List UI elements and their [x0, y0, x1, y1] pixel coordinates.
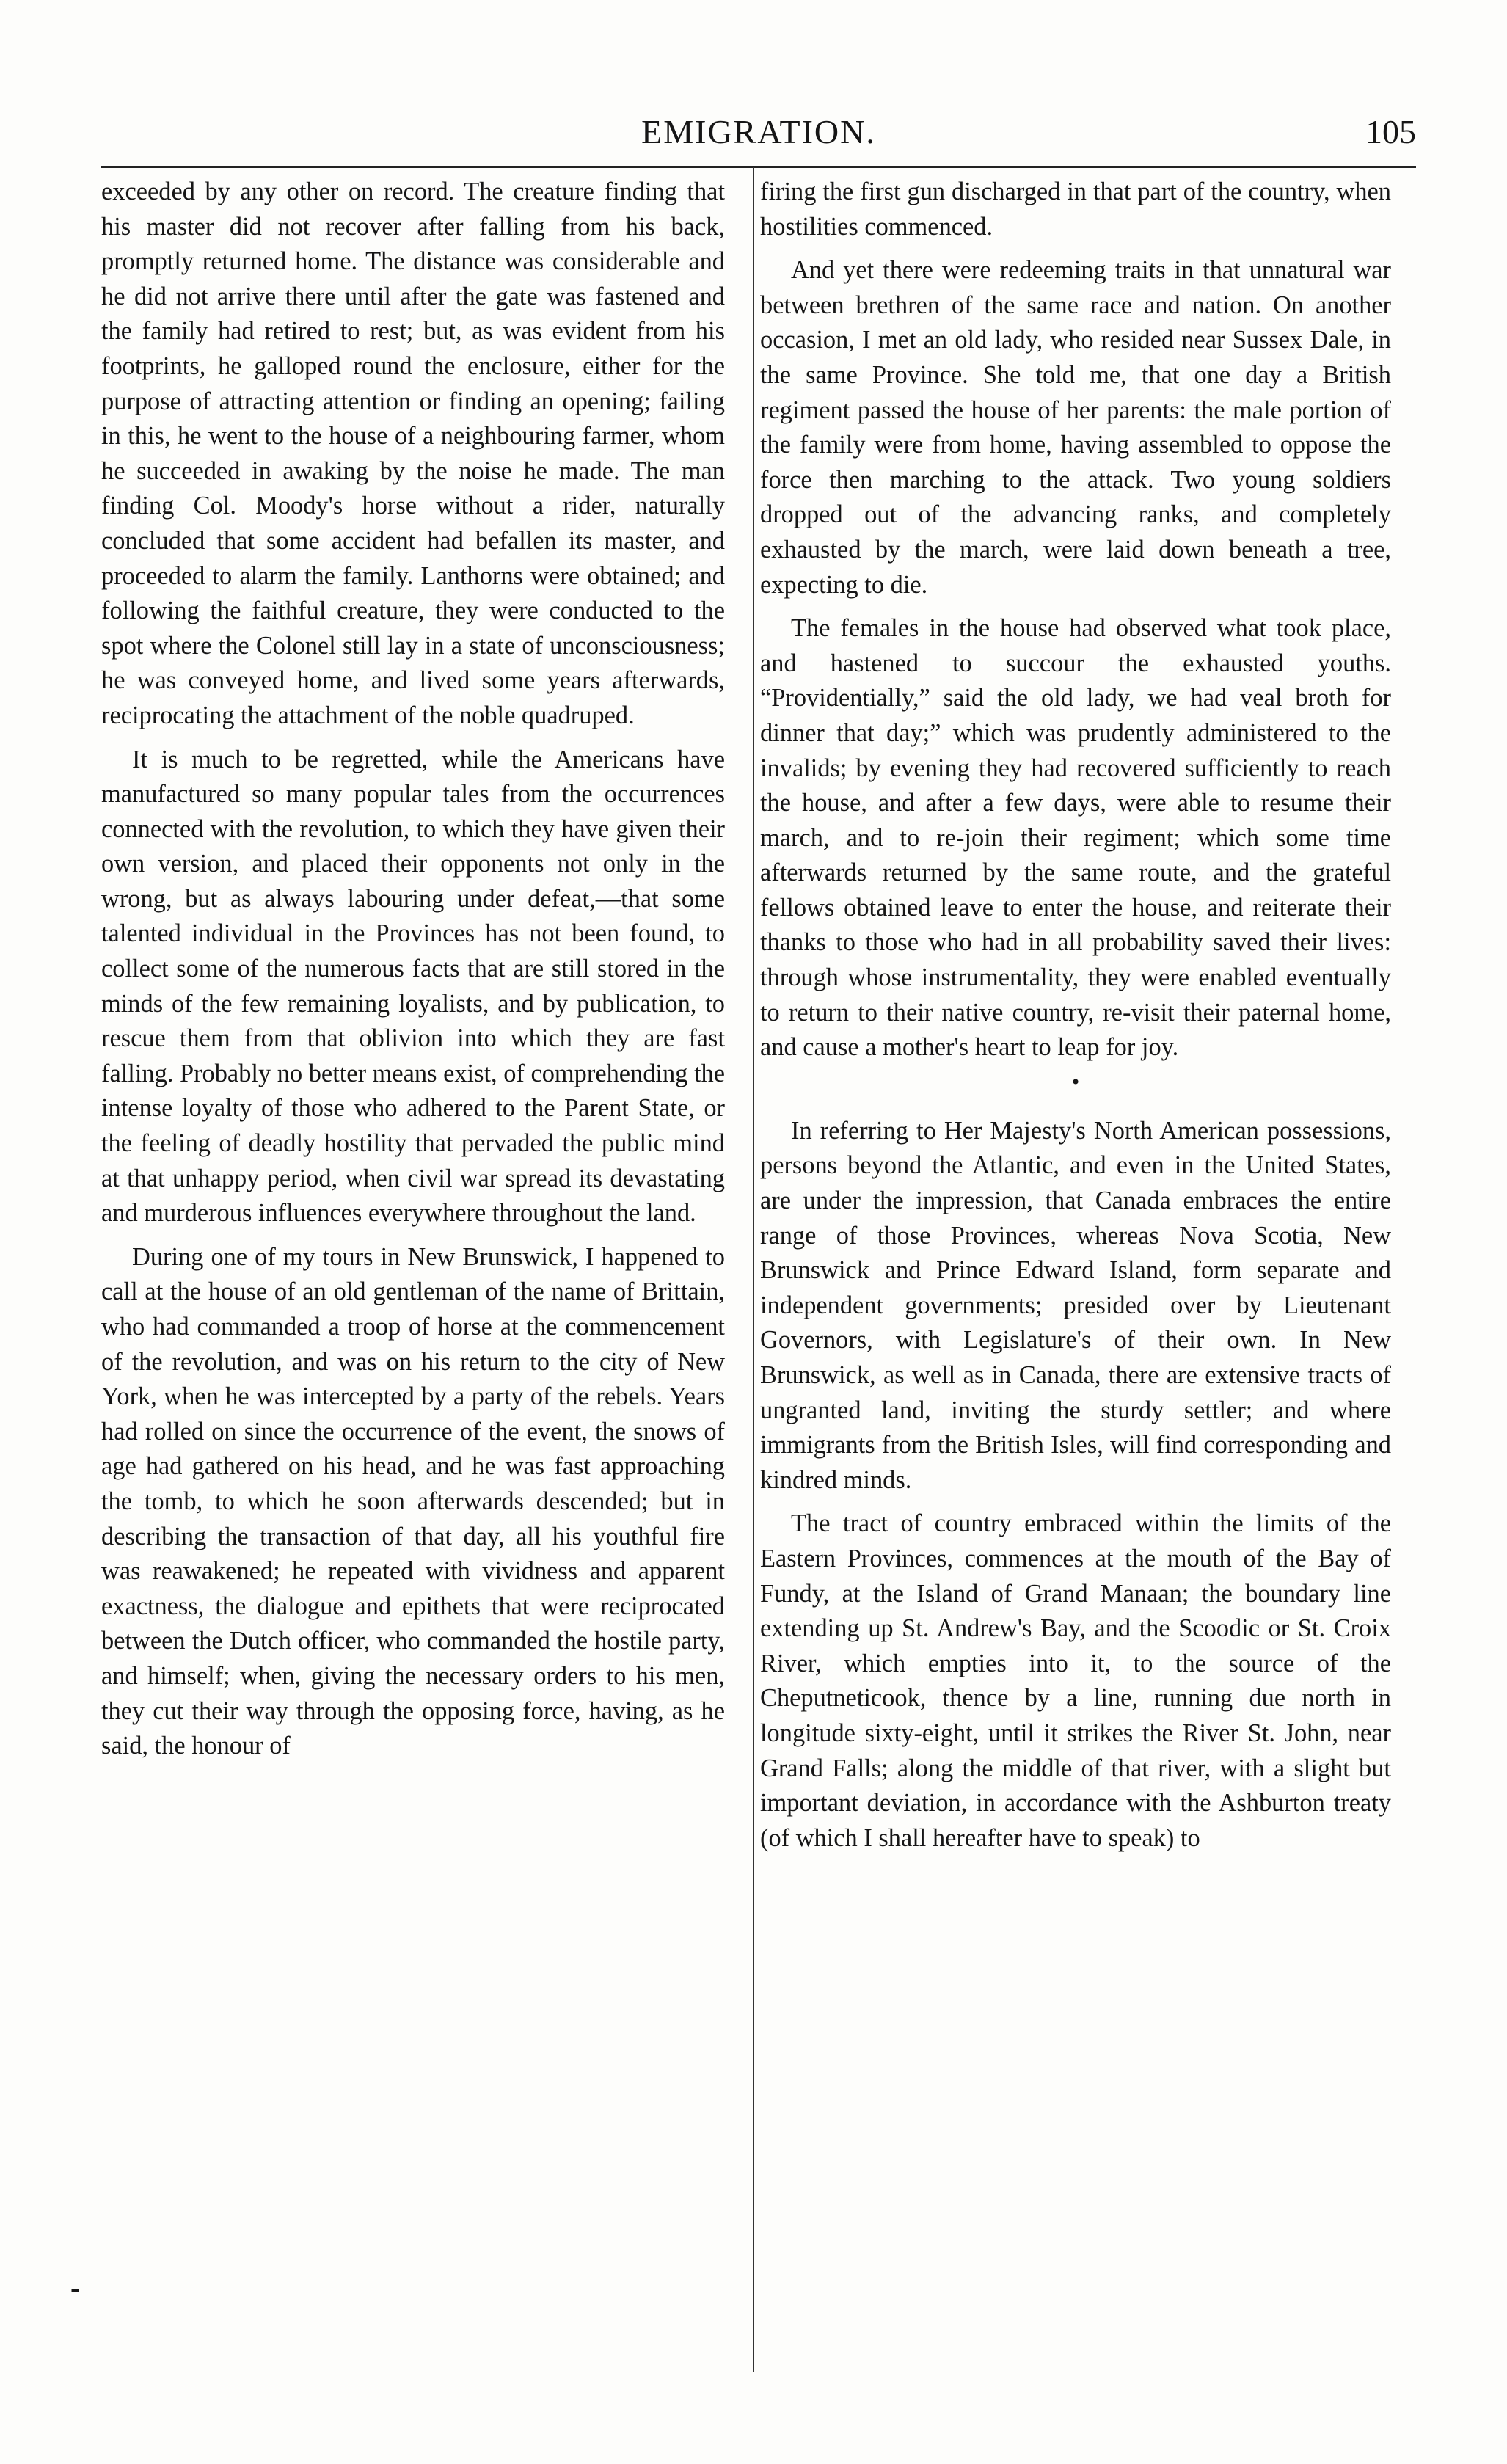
- paragraph-right-3: The females in the house had observed what took place, and hastened to succour the exhausted youths. “Providentially,” said the old lady, we had veal broth for dinner that day;” which was prudently administered to the invalids; by evening they had recovered sufficiently to reach the house, and after a few days, were able to resume their march, and to re-join their regiment; which some time afterwards returned by the same route, and the grateful fellows obtained leave to enter the house, and reiterate their thanks to those who had in all probability saved their lives: through whose instrumentality, they were enabled eventually to return to their native country, re-visit their paternal home, and cause a mother's heart to leap for joy.: [760, 614, 1391, 1062]
- paragraph-left-3: During one of my tours in New Brunswick, I happened to call at the house of an old gentleman of the name of Brittain, who had commanded a troop of horse at the commencement of the revolution, and was on his return to the city of New York, when he was intercepted by a party of the rebels. Years had rolled on since the occurrence of the event, the snows of age had gathered on his head, and he was fast approaching the tomb, to which he soon afterwards descended; but in describing the transaction of that day, all his youthful fire was reawakened; he repeated with vividness and apparent exactness, the dialogue and epithets that were reciprocated between the Dutch officer, who commanded the hostile party, and himself; when, giving the necessary orders to his men, they cut their way through the opposing force, having, as he said, the honour of: [101, 1242, 725, 1760]
- page-number: 105: [1365, 113, 1416, 150]
- paragraph-left-1: exceeded by any other on record. The creature finding that his master did not recover after falling from his back, promptly returned home. The distance was considerable and he did not arrive there until after the gate was fastened and the family had retired to rest; but, as was evident from his footprints, he galloped round the enclosure, either for the purpose of attracting attention or finding an opening; failing in this, he went to the house of a neighbouring farmer, whom he succeeded in awaking by the noise he made. The man finding Col. Moody's horse without a rider, naturally concluded that some accident had befallen its master, and proceeded to alarm the family. Lanthorns were obtained; and following the faithful creature, they were conducted to the spot where the Colonel still lay in a state of unconsciousness; he was conveyed home, and lived some years afterwards, reciprocating the attachment of the noble quadruped.: [101, 178, 725, 729]
- paragraph-left-2: It is much to be regretted, while the Americans have manufactured so many popular tales from the occurrences connected with the revolution, to which they have given their own version, and placed their opponents not only in the wrong, but as always labouring under defeat,—that some talented individual in the Provinces has not been found, to collect some of the numerous facts that are still stored in the minds of the few remaining loyalists, and by publication, to rescue them from that oblivion into which they are fast falling. Probably no better means exist, of comprehending the intense loyalty of those who adhered to the Parent State, or the feeling of deadly hostility that pervaded the public mind at that unhappy period, when civil war spread its devastating and murderous influences everywhere throughout the land.: [101, 745, 725, 1228]
- paragraph-right-2: And yet there were redeeming traits in that unnatural war between brethren of the same race and nation. On another occasion, I met an old lady, who resided near Sussex Dale, in the same Province. She told me, that one day a British regiment passed the house of her parents: the male portion of the family were from home, having assembled to oppose the force then marching to the attack. Two young soldiers dropped out of the advancing ranks, and completely exhausted by the march, were laid down beneath a tree, expecting to die.: [760, 256, 1391, 599]
- section-break-ornament: •: [1071, 1069, 1080, 1094]
- header-rule: [101, 166, 1416, 168]
- paragraph-right-5: The tract of country embraced within the limits of the Eastern Provinces, commences at the mouth of the Bay of Fundy, at the Island of Grand Manaan; the boundary line extending up St. Andrew's Bay, and the Scoodic or St. Croix River, which empties into it, to the source of the Cheputneticook, thence by a line, running due north in longitude sixty-eight, until it strikes the River St. John, near Grand Falls; along the middle of that river, with a slight but important deviation, in accordance with the Ashburton treaty (of which I shall hereafter have to speak) to: [760, 1509, 1391, 1852]
- column-divider: [753, 167, 754, 2372]
- running-head: [101, 110, 1416, 161]
- left-column: [101, 175, 725, 1764]
- running-title: EMIGRATION.: [641, 113, 876, 150]
- paragraph-right-4: In referring to Her Majesty's North American possessions, persons beyond the Atlantic, and even in the United States, are under the impression, that Canada embraces the entire range of those Provinces, whereas Nova Scotia, New Brunswick and Prince Edward Island, form separate and independent governments; presided over by Lieutenant Governors, with Legislature's of their own. In New Brunswick, as well as in Canada, there are extensive tracts of ungranted land, inviting the sturdy settler; and where immigrants from the British Isles, will find corresponding and kindred minds.: [760, 1116, 1391, 1494]
- margin-mark: -: [70, 2271, 81, 2304]
- paragraph-right-1: firing the first gun discharged in that part of the country, when hostilities commenced.: [760, 178, 1391, 241]
- right-column: [760, 175, 1391, 1856]
